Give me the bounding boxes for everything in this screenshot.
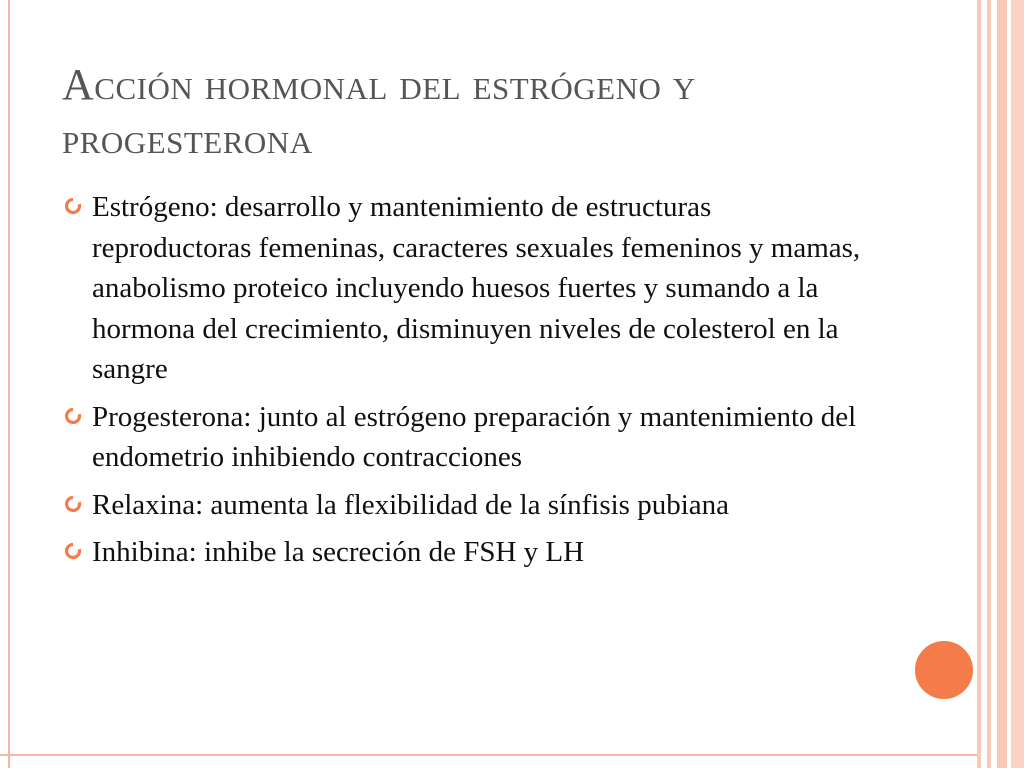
left-border-line xyxy=(8,0,10,768)
open-ring-bullet-icon xyxy=(64,542,82,560)
open-ring-bullet-icon xyxy=(64,197,82,215)
open-ring-bullet-icon xyxy=(64,407,82,425)
bullet-text: Estrógeno: desarrollo y mantenimiento de estructuras reproductoras femeninas, caracteres sexuales femeninos y mamas, anabolismo proteico incluyendo huesos fuertes y sumando a la hormona del crecimiento, disminuyen niveles de colesterol en la sangre xyxy=(92,191,861,385)
bullet-list xyxy=(64,187,864,580)
bullet-text: Progesterona: junto al estrógeno preparación y mantenimiento del endometrio inhibiendo contracciones xyxy=(92,400,857,473)
bullet-item xyxy=(64,397,864,478)
right-stripe-2 xyxy=(987,0,991,768)
bullet-item xyxy=(64,532,864,573)
right-stripe-3 xyxy=(997,0,1007,768)
right-stripe-4 xyxy=(1011,0,1024,768)
bullet-item xyxy=(64,187,864,390)
bullet-text: Inhibina: inhibe la secreción de FSH y LH xyxy=(92,536,585,568)
bullet-item xyxy=(64,485,864,526)
bullet-text: Relaxina: aumenta la flexibilidad de la sínfisis pubiana xyxy=(92,488,730,521)
decorative-circle xyxy=(913,639,975,701)
right-stripe-1 xyxy=(977,0,981,768)
bottom-border-line xyxy=(0,754,980,756)
open-ring-bullet-icon xyxy=(64,495,82,513)
slide-title: Acción hormonal del estrógeno y progesterona xyxy=(62,60,696,163)
